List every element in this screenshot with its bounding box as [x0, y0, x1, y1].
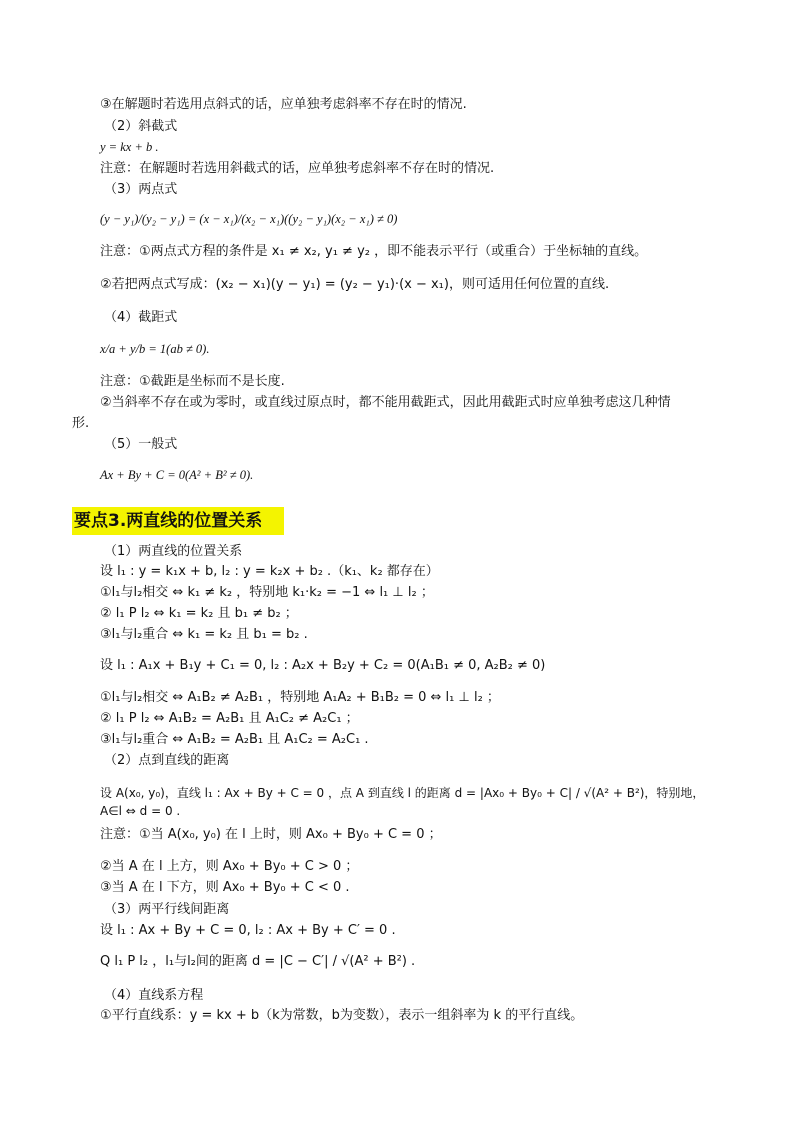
text-line: ②若把两点式写成：(x₂ − x₁)(y − y₁) = (y₂ − y₁)·(x − x₁)，则可适用任何位置的直线.	[100, 277, 610, 292]
text-line: 形.	[72, 416, 90, 431]
subheading-parallel-distance: （3）两平行线间距离	[104, 902, 230, 917]
text-line: 注意：①两点式方程的条件是 x₁ ≠ x₂, y₁ ≠ y₂ ，即不能表示平行（或重合）于坐标轴的直线。	[100, 244, 648, 259]
subheading-position-relation: （1）两直线的位置关系	[104, 544, 243, 559]
text-line: 注意：在解题时若选用斜截式的话，应单独考虑斜率不存在时的情况.	[100, 161, 495, 176]
formula-line: Ax + By + C = 0(A² + B² ≠ 0).	[100, 468, 254, 482]
formula-line: x/a + y/b = 1(ab ≠ 0).	[100, 342, 210, 356]
text-line: ③l₁与l₂重合 ⇔ A₁B₂ = A₂B₁ 且 A₁C₂ = A₂C₁ .	[100, 732, 369, 747]
subheading-line-family: （4）直线系方程	[104, 988, 204, 1003]
text-line: 设 A(x₀, y₀)，直线 l₁ : Ax + By + C = 0 ，点 A 到直线 l 的距离 d = |Ax₀ + By₀ + C| / √(A² + B²)，特别地，A∈l ⇔ d = 0 .	[100, 786, 705, 818]
text-line: ② l₁ P l₂ ⇔ A₁B₂ = A₂B₁ 且 A₁C₂ ≠ A₂C₁ ；	[100, 711, 359, 726]
section-heading: 要点3.两直线的位置关系	[72, 507, 284, 535]
text-line: ①平行直线系：y = kx + b（k为常数，b为变数），表示一组斜率为 k 的平行直线。	[100, 1008, 584, 1023]
text-line: 设 l₁ : A₁x + B₁y + C₁ = 0, l₂ : A₂x + B₂y + C₂ = 0(A₁B₁ ≠ 0, A₂B₂ ≠ 0)	[100, 658, 546, 673]
text-line: ②当斜率不存在或为零时，或直线过原点时，都不能用截距式，因此用截距式时应单独考虑这几种情	[100, 395, 671, 410]
text-line: 注意：①截距是坐标而不是长度.	[100, 374, 285, 389]
subheading-slope-intercept: （2）斜截式	[104, 119, 178, 134]
subheading-two-point: （3）两点式	[104, 182, 178, 197]
text-line: ①l₁与l₂相交 ⇔ A₁B₂ ≠ A₂B₁ ，特别地 A₁A₂ + B₁B₂ = 0 ⇔ l₁ ⊥ l₂ ；	[100, 690, 500, 705]
text-line: ③l₁与l₂重合 ⇔ k₁ = k₂ 且 b₁ = b₂ .	[100, 627, 308, 642]
formula-line: (y − y₁)/(y₂ − y₁) = (x − x₁)/(x₂ − x₁)((y₂ − y₁)(x₂ − x₁) ≠ 0)	[100, 212, 398, 226]
text-line: ③当 A 在 l 下方，则 Ax₀ + By₀ + C < 0 .	[100, 880, 350, 895]
text-line: ③在解题时若选用点斜式的话，应单独考虑斜率不存在时的情况.	[100, 97, 467, 112]
text-line: 设 l₁ : Ax + By + C = 0, l₂ : Ax + By + C′ = 0 .	[100, 923, 396, 938]
text-line: ② l₁ P l₂ ⇔ k₁ = k₂ 且 b₁ ≠ b₂ ；	[100, 606, 298, 621]
text-line: 注意：①当 A(x₀, y₀) 在 l 上时，则 Ax₀ + By₀ + C = 0 ；	[100, 827, 442, 842]
text-line: ①l₁与l₂相交 ⇔ k₁ ≠ k₂ ，特别地 k₁·k₂ = −1 ⇔ l₁ ⊥ l₂ ；	[100, 585, 434, 600]
formula-line: y = kx + b .	[100, 140, 159, 154]
text-line: 设 l₁ : y = k₁x + b, l₂ : y = k₂x + b₂ .（k₁、k₂ 都存在）	[100, 564, 439, 579]
subheading-general-form: （5）一般式	[104, 437, 178, 452]
subheading-intercept: （4）截距式	[104, 310, 178, 325]
text-line: ②当 A 在 l 上方，则 Ax₀ + By₀ + C > 0 ；	[100, 859, 359, 874]
subheading-point-line-distance: （2）点到直线的距离	[104, 753, 230, 768]
text-line: Q l₁ P l₂ ，l₁与l₂间的距离 d = |C − C′| / √(A² + B²) .	[100, 954, 416, 969]
